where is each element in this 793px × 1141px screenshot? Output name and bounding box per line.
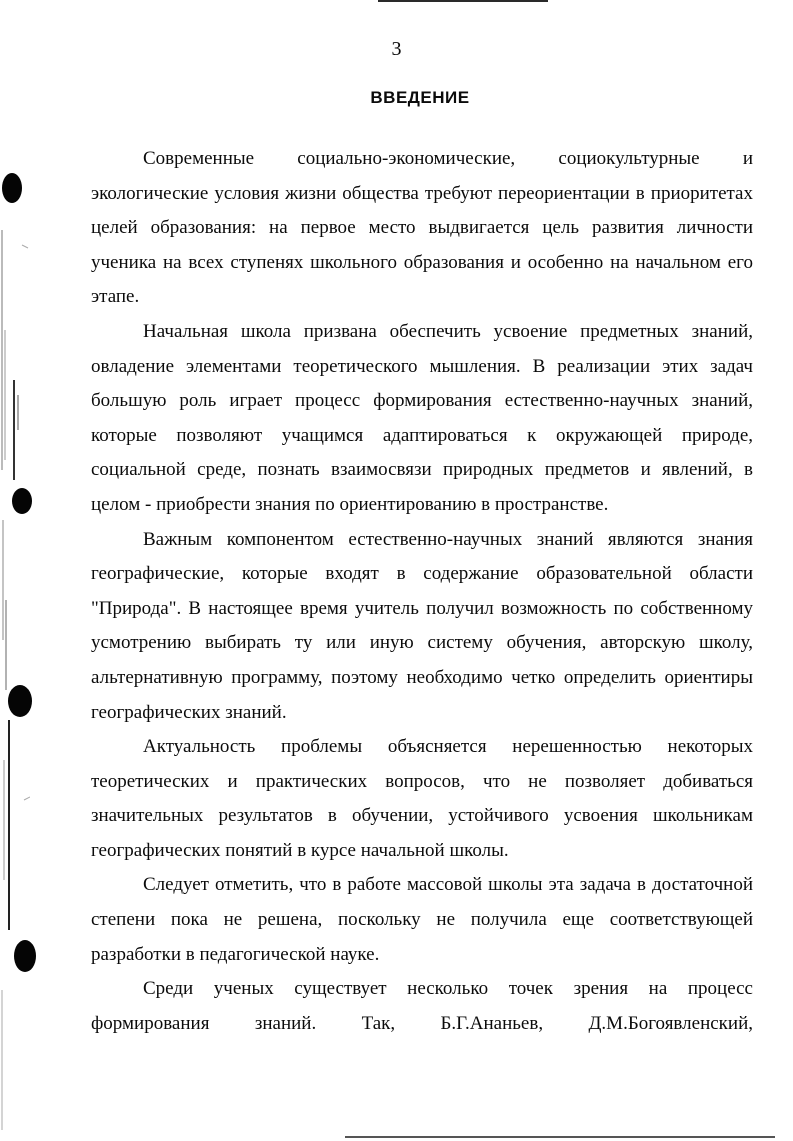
bottom-scan-line (345, 1136, 775, 1138)
paragraph: Актуальность проблемы объясняется нерешенностью некоторых теоретических и практических вопросов, что не позволяет добиваться значительных результатов в обучении, устойчивого усвоения школьникам географических понятий в курсе начальной школы. (91, 736, 753, 861)
paragraph: Следует отметить, что в работе массовой школы эта задача в достаточной степени пока не решена, поскольку не получила еще соответствующей разработки в педагогической науке. (91, 874, 753, 965)
left-edge-scan-noise (0, 0, 30, 1141)
paragraph: Среди ученых существует несколько точек зрения на процесс формирования знаний. Так, Б.Г.Ананьев, Д.М.Богоявленский, (91, 978, 753, 1034)
paragraph: Важным компонентом естественно-научных знаний являются знания географические, которые входят в содержание образовательной области "Природа". В настоящее время учитель получил возможность по собственному усмотрению выбирать ту или иную систему обучения, авторскую школу, альтернативную программу, поэтому необходимо четко определить ориентиры географических знаний. (91, 528, 753, 723)
paragraph: Начальная школа призвана обеспечить усвоение предметных знаний, овладение элементами теоретического мышления. В реализации этих задач большую роль играет процесс формирования естественно-научных знаний, которые позволяют учащимся адаптироваться к окружающей природе, социальной среде, познать взаимосвязи природных предметов и явлений, в целом - приобрести знания по ориентированию в пространстве. (91, 320, 753, 515)
top-scan-line (378, 0, 548, 2)
paragraph: Современные социально-экономические, социокультурные и экологические условия жизни общества требуют переориентации в приоритетах целей образования: на первое место выдвигается цель развития личности ученика на всех ступенях школьного образования и особенно на начальном его этапе. (91, 148, 753, 308)
body-text (91, 142, 753, 1041)
page-number: 3 (391, 38, 402, 60)
section-heading: ВВЕДЕНИЕ (370, 88, 470, 107)
